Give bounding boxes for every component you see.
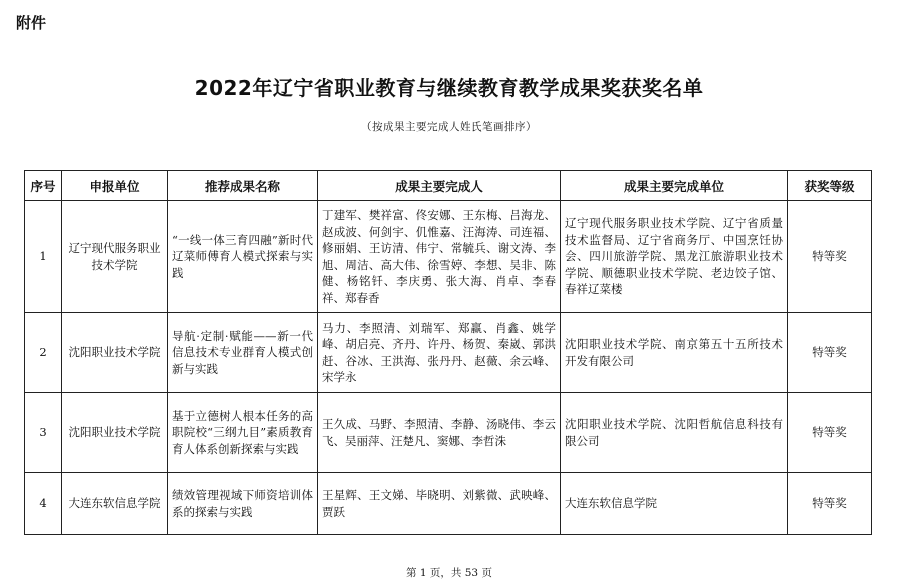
attachment-label: 附件	[16, 14, 47, 32]
row-people: 马力、李照清、刘瑞军、郑赢、肖鑫、姚学峰、胡启亮、齐丹、许丹、杨贺、秦崴、郭洪赶、谷冰、王洪海、张丹丹、赵薇、余云峰、宋学永	[318, 313, 561, 393]
row-unit: 大连东软信息学院	[62, 473, 168, 535]
row-name: 导航·定制·赋能——新一代信息技术专业群育人模式创新与实践	[168, 313, 318, 393]
row-name: 基于立德树人根本任务的高职院校“三纲九目”素质教育育人体系创新探索与实践	[168, 393, 318, 473]
table-row	[25, 473, 872, 535]
row-people: 王星辉、王文娣、毕晓明、刘紫微、武映峰、贾跃	[318, 473, 561, 535]
header-name: 推荐成果名称	[168, 171, 318, 201]
row-people: 丁建军、樊祥富、佟安娜、王东梅、吕海龙、赵成波、何剑宇、仉惟嘉、汪海涛、司连福、修丽娟、王访清、伟宁、常毓兵、谢文涛、李旭、周洁、高大伟、徐雪婷、李想、吴非、陈健、杨铭钎、李庆勇、张大海、肖卓、李春祥、郑春香	[318, 201, 561, 313]
row-level: 特等奖	[788, 473, 872, 535]
row-name: “一线一体三育四融”新时代辽菜师傅育人模式探索与实践	[168, 201, 318, 313]
row-orgs: 沈阳职业技术学院、沈阳哲航信息科技有限公司	[561, 393, 788, 473]
table-header-row	[25, 171, 872, 201]
row-unit: 沈阳职业技术学院	[62, 393, 168, 473]
header-orgs: 成果主要完成单位	[561, 171, 788, 201]
table-row	[25, 313, 872, 393]
row-no: 2	[25, 313, 62, 393]
row-unit: 沈阳职业技术学院	[62, 313, 168, 393]
header-no: 序号	[25, 171, 62, 201]
row-name: 绩效管理视域下师资培训体系的探索与实践	[168, 473, 318, 535]
row-orgs: 大连东软信息学院	[561, 473, 788, 535]
row-orgs: 辽宁现代服务职业技术学院、辽宁省质量技术监督局、辽宁省商务厅、中国烹饪协会、四川旅游学院、黑龙江旅游职业技术学院、顺德职业技术学院、老边饺子馆、春祥辽菜楼	[561, 201, 788, 313]
header-level: 获奖等级	[788, 171, 872, 201]
row-people: 王久成、马野、李照清、李静、汤晓伟、李云飞、吴丽萍、汪楚凡、窦娜、李哲洙	[318, 393, 561, 473]
page-title: 2022年辽宁省职业教育与继续教育教学成果奖获奖名单	[194, 76, 704, 100]
row-no: 1	[25, 201, 62, 313]
page-footer: 第 1 页，共 53 页	[406, 567, 492, 579]
header-people: 成果主要完成人	[318, 171, 561, 201]
row-level: 特等奖	[788, 313, 872, 393]
table-row	[25, 201, 872, 313]
row-unit: 辽宁现代服务职业技术学院	[62, 201, 168, 313]
page-subtitle: （按成果主要完成人姓氏笔画排序）	[361, 121, 537, 133]
header-unit: 申报单位	[62, 171, 168, 201]
award-table	[24, 170, 872, 535]
row-no: 3	[25, 393, 62, 473]
row-orgs: 沈阳职业技术学院、南京第五十五所技术开发有限公司	[561, 313, 788, 393]
table-row	[25, 393, 872, 473]
row-no: 4	[25, 473, 62, 535]
row-level: 特等奖	[788, 201, 872, 313]
row-level: 特等奖	[788, 393, 872, 473]
